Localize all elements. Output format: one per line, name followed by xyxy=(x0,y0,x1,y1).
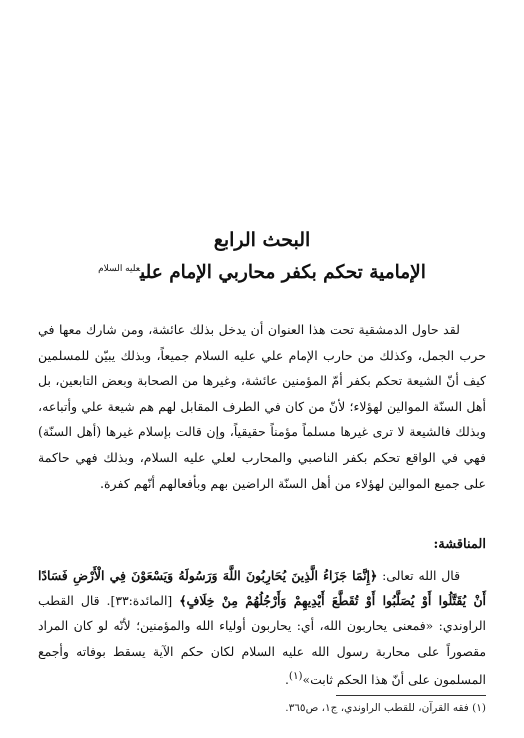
footnote: (١) فقه القرآن، للقطب الراوندي، ج١، ص٣٦٥. xyxy=(285,702,486,714)
honorific-mark: عليه السلام xyxy=(98,263,141,274)
chapter-title-text: الإمامية تحكم بكفر محاربي الإمام علي xyxy=(140,262,426,283)
intro-paragraph: لقد حاول الدمشقية تحت هذا العنوان أن يدخل بذلك عائشة، ومن شارك معها في حرب الجمل، وكذلك من حارب الإمام علي عليه السلام جميعاً، وبذلك يبيّن للمسلمين كيف أنّ الشيعة تحكم بكفر أمّ المؤمنين عائشة، وغيرها من الصحابة وبعض التابعين، بل أهل السنّة الموالين لهؤلاء؛ لأنّ من كان في الطرف المقابل لهم هم شيعة علي وأتباعه، وبذلك فالشيعة لا ترى غيرها مسلماً مؤمناً حقيقياً، وإن قالت بإسلام غيرها (أهل السنّة) فهي في الواقع تحكم بكفر الناصبي والمحارب لعلي عليه السلام، وبذلك فهي حاكمة على جميع الموالين لهؤلاء من أهل السنّة الراضين بهم وبأفعالهم أنّهم كفرة. xyxy=(38,322,486,491)
footnote-reference[interactable]: (١) xyxy=(288,669,303,682)
chapter-title xyxy=(40,262,484,283)
discussion-paragraph: قال الله تعالى: ﴿إِنَّمَا جَزَاءُ الَّذِينَ يُحَارِبُونَ اللَّهَ وَرَسُولَهُ وَيَسْعَوْنَ فِي الْأَرْضِ فَسَادًا أَنْ يُقَتَّلُوا أَوْ يُصَلَّبُوا أَوْ تُقَطَّعَ أَيْدِيهِمْ وَأَرْجُلُهُمْ مِنْ خِلَافٍ﴾ [المائدة:٣٣]. قال القطب الراوندي: «فمعنى يحاربون الله، أي: يحاربون أولياء الله والمؤمنين؛ لأنّه لو كان المراد مقصوراً على محاربة رسول الله عليه السلام لكان حكم الآية يسقط بوفاته وأجمع المسلمون على أنّ هذا الحكم ثابت»$^{(١)}$. xyxy=(38,568,486,687)
quran-verse: ﴿إِنَّمَا جَزَاءُ الَّذِينَ يُحَارِبُونَ اللَّهَ وَرَسُولَهُ وَيَسْعَوْنَ فِي الْأَرْضِ فَسَادًا أَنْ يُقَتَّلُوا أَوْ يُصَلَّبُوا أَوْ تُقَطَّعَ أَيْدِيهِمْ وَأَرْجُلُهُمْ مِنْ خِلَافٍ﴾ xyxy=(38,568,486,609)
section-label: البحث الرابع xyxy=(213,229,311,251)
discussion-heading: المناقشة: xyxy=(433,537,486,552)
discussion-quote: [المائدة:٣٣]. قال القطب الراوندي: «فمعنى يحاربون الله، أي: يحاربون أولياء الله والمؤمنين؛ لأنّه لو كان المراد مقصوراً على محاربة رسول الله عليه السلام لكان حكم الآية يسقط بوفاته وأجمع المسلمون على أنّ هذا الحكم ثابت» xyxy=(38,593,486,687)
footnote-divider xyxy=(336,695,486,696)
discussion-lead: قال الله تعالى: xyxy=(377,568,460,583)
